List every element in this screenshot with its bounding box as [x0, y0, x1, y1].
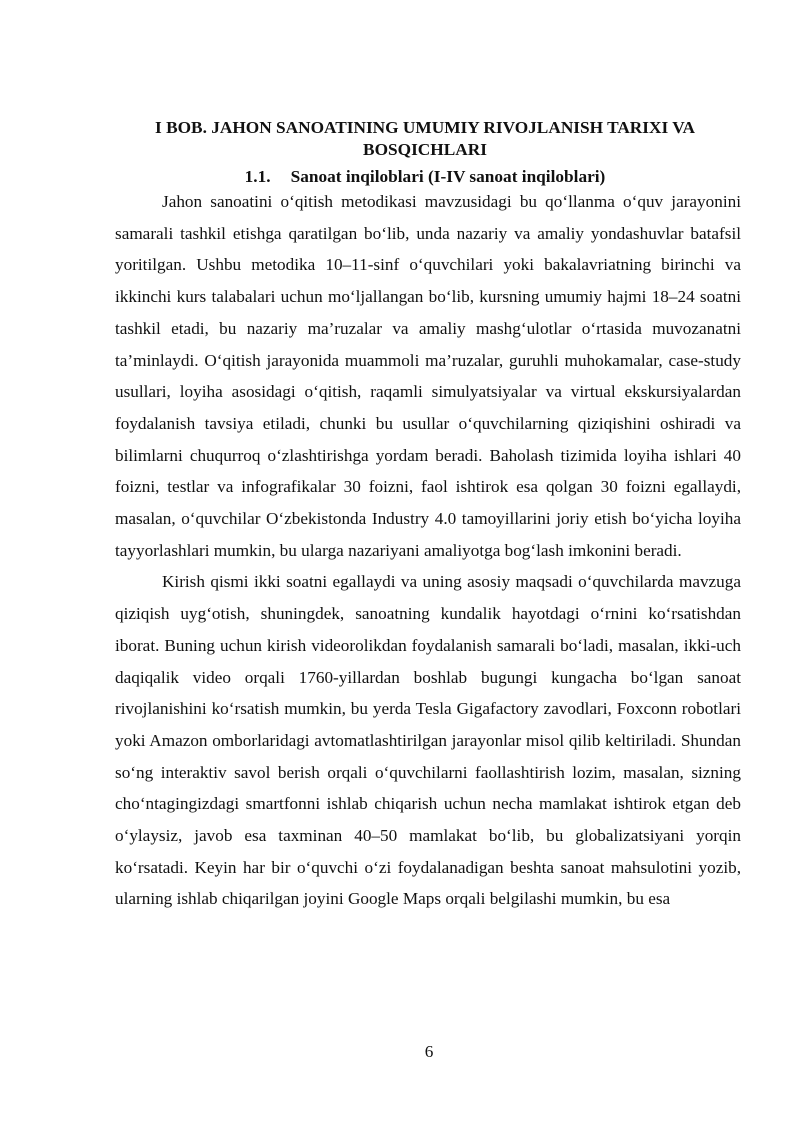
section-heading: [110, 166, 740, 188]
body-text: [115, 186, 741, 915]
paragraph-2: Kirish qismi ikki soatni egallaydi va uning asosiy maqsadi o‘quvchilarda mavzuga qiziqish uyg‘otish, shuningdek, sanoatning kundalik hayotdagi o‘rnini ko‘rsatishdan iborat. Buning uchun kirish videorolikdan foydalanish samarali bo‘ladi, masalan, ikki-uch daqiqalik video orqali 1760-yillardan boshlab bugungi kungacha bo‘lgan sanoat rivojlanishini ko‘rsatish mumkin, bu yerda Tesla Gigafactory zavodlari, Foxconn robotlari yoki Amazon omborlaridagi avtomatlashtirilgan jarayonlar misol qilib keltiriladi. Shundan so‘ng interaktiv savol berish orqali o‘quvchilarni faollashtirish lozim, masalan, sizning cho‘ntagingizdagi smartfonni ishlab chiqarish uchun necha mamlakat ishtirok etgan deb o‘ylaysiz, javob esa taxminan 40–50 mamlakat bo‘lib, bu globalizatsiyani yorqin ko‘rsatadi. Keyin har bir o‘quvchi o‘zi foydalanadigan beshta sanoat mahsulotini yozib, ularning ishlab chiqarilgan joyini Google Maps orqali belgilashi mumkin, bu esa: [115, 572, 741, 909]
paragraph-1: Jahon sanoatini o‘qitish metodikasi mavzusidagi bu qo‘llanma o‘quv jarayonini samarali tashkil etishga qaratilgan bo‘lib, unda nazariy va amaliy yondashuvlar batafsil yoritilgan. Ushbu metodika 10–11-sinf o‘quvchilari yoki bakalavriatning birinchi va ikkinchi kurs talabalari uchun mo‘ljallangan bo‘lib, kursning umumiy hajmi 18–24 soatni tashkil etadi, bu nazariy ma’ruzalar va amaliy mashg‘ulotlar o‘rtasida muvozanatni ta’minlaydi. O‘qitish jarayonida muammoli ma’ruzalar, guruhli muhokamalar, case-study usullari, loyiha asosidagi o‘qitish, raqamli simulyatsiyalar va virtual ekskursiyalardan foydalanish tavsiya etiladi, chunki bu usullar o‘quvchilarning qiziqishini oshiradi va bilimlarni chuqurroq o‘zlashtirishga yordam beradi. Baholash tizimida loyiha ishlari 40 foizni, testlar va infografikalar 30 foizni, faol ishtirok esa qolgan 30 foizni egallaydi, masalan, o‘quvchilar O‘zbekistonda Industry 4.0 tamoyillarini joriy etish bo‘yicha loyiha tayyorlashlari mumkin, bu ularga nazariyani amaliyotga bog‘lash imkonini beradi.: [115, 192, 741, 560]
section-title: Sanoat inqiloblari (I-IV sanoat inqiloblari): [290, 167, 606, 186]
section-number: 1.1.: [244, 167, 271, 186]
page-number: 6: [424, 1042, 434, 1061]
chapter-title: I BOB. JAHON SANOATINING UMUMIY RIVOJLANISH TARIXI VA BOSQICHLARI: [155, 118, 695, 159]
